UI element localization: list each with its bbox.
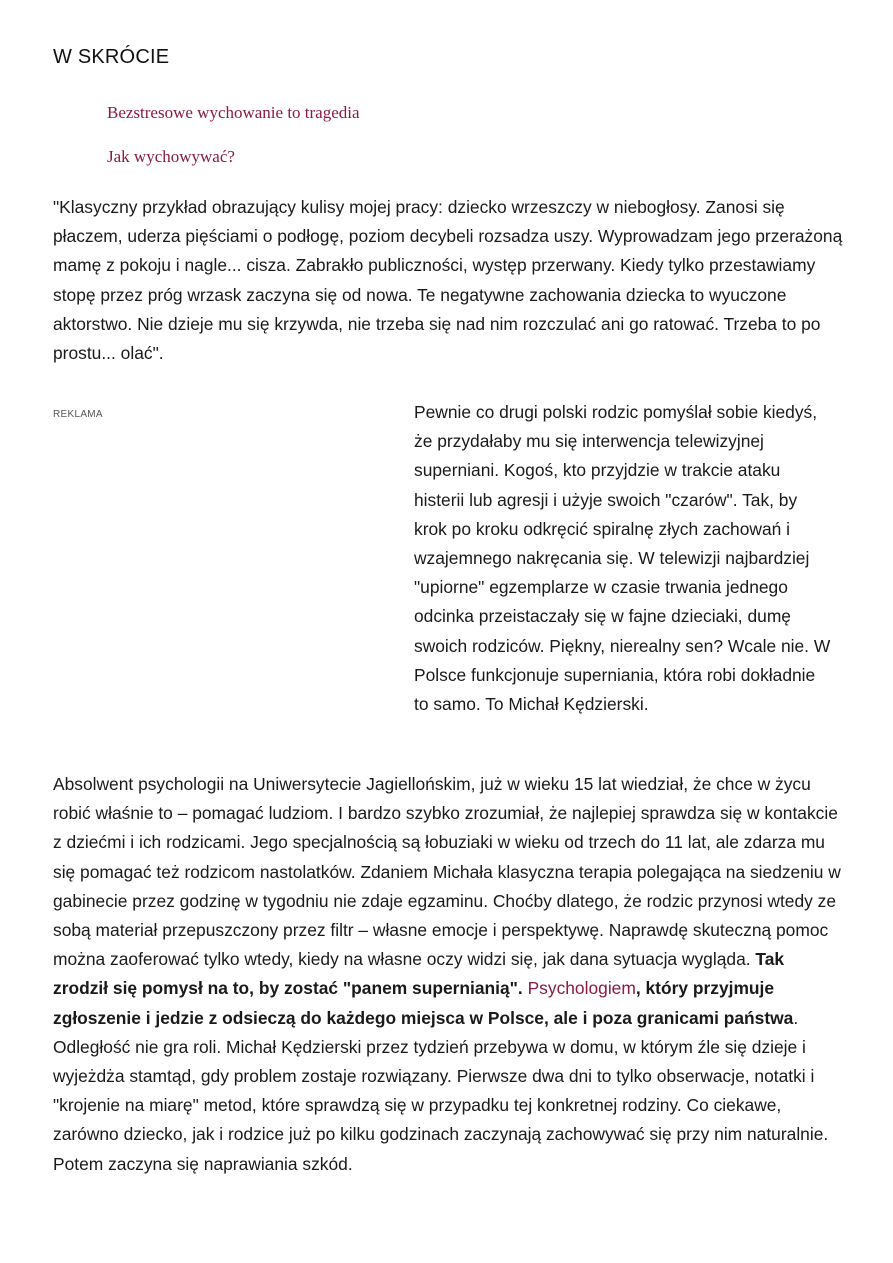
summary-list bbox=[107, 100, 360, 188]
body-bold-2: , który przyjmuje zgłoszenie i jedzie z odsieczą do każdego miejsca w Polsce, ale i poza granicami państwa bbox=[53, 978, 794, 1028]
body-text-1: Absolwent psychologii na Uniwersytecie Jagiellońskim, już w wieku 15 lat wiedział, że chce w życu robić właśnie to – pomagać ludziom. I bardzo szybko zrozumiał, że najlepiej sprawdza się w kontakcie z dziećmi i ich rodzicami. Jego specjalnością są łobuziaki w wieku od trzech do 11 lat, ale zdarza mu się pomagać też rodzicom nastolatków. Zdaniem Michała klasyczna terapia polegająca na siedzeniu w gabinecie przez godzinę w tygodniu nie zdaje egzaminu. Choćby dlatego, że rodzic przynosi wtedy ze sobą materiał przepuszczony przez filtr – własne emocje i perspektywę. Naprawdę skuteczną pomoc można zaoferować tylko wtedy, kiedy na własne oczy widzi się, jak dana sytuacja wygląda. bbox=[53, 774, 841, 970]
summary-link-1[interactable]: Bezstresowe wychowanie to tragedia bbox=[107, 103, 360, 122]
body-paragraph bbox=[53, 770, 843, 1179]
psychologist-link[interactable]: Psychologiem bbox=[527, 978, 636, 999]
body-text-2: . Odległość nie gra roli. Michał Kędzierski przez tydzień przebywa w domu, w którym źle się dzieje i wyjeżdża stamtąd, gdy problem zostaje rozwiązany. Pierwsze dwa dni to tylko obserwacje, notatki i "krojenie na miarę" metod, które sprawdzą się w przypadku tej konkretnej rodziny. Co ciekawe, zarówno dziecko, jak i rodzice już po kilku godzinach zaczynają zachowywać się przy nim naturalnie. Potem zaczyna się naprawiania szkód. bbox=[53, 1007, 829, 1174]
section-heading: W SKRÓCIE bbox=[53, 46, 170, 68]
summary-link-2[interactable]: Jak wychowywać? bbox=[107, 147, 235, 166]
quote-paragraph: "Klasyczny przykład obrazujący kulisy mojej pracy: dziecko wrzeszczy w niebogłosy. Zanosi się płaczem, uderza pięściami o podłogę, poziom decybeli rozsadza uszy. Wyprowadzam jego przerażoną mamę z pokoju i nagle... cisza. Zabrakło publiczności, występ przerwany. Kiedy tylko przestawiamy stopę przez próg wrzask zaczyna się od nowa. Te negatywne zachowania dziecka to wyuczone aktorstwo. Nie dzieje mu się krzywda, nie trzeba się nad nim rozczulać ani go ratować. Trzeba to po prostu... olać". bbox=[53, 197, 843, 364]
ad-label: REKLAMA bbox=[53, 409, 103, 420]
intro-paragraph: Pewnie co drugi polski rodzic pomyślał sobie kiedyś, że przydałaby mu się interwencja telewizyjnej superniani. Kogoś, kto przyjdzie w trakcie ataku histerii lub agresji i użyje swoich "czarów". Tak, by krok po kroku odkręcić spiralnę złych zachowań i wzajemnego nakręcania się. W telewizji najbardziej "upiorne" egzemplarze w czasie trwania jednego odcinka przeistaczały się w fajne dzieciaki, dumę swoich rodziców. Piękny, nierealny sen? Wcale nie. W Polsce funkcjonuje superniania, która robi dokładnie to samo. To Michał Kędzierski. bbox=[414, 402, 831, 715]
body-bold-1: Tak zrodził się pomysł na to, by zostać "panem supernianią". bbox=[53, 949, 785, 999]
